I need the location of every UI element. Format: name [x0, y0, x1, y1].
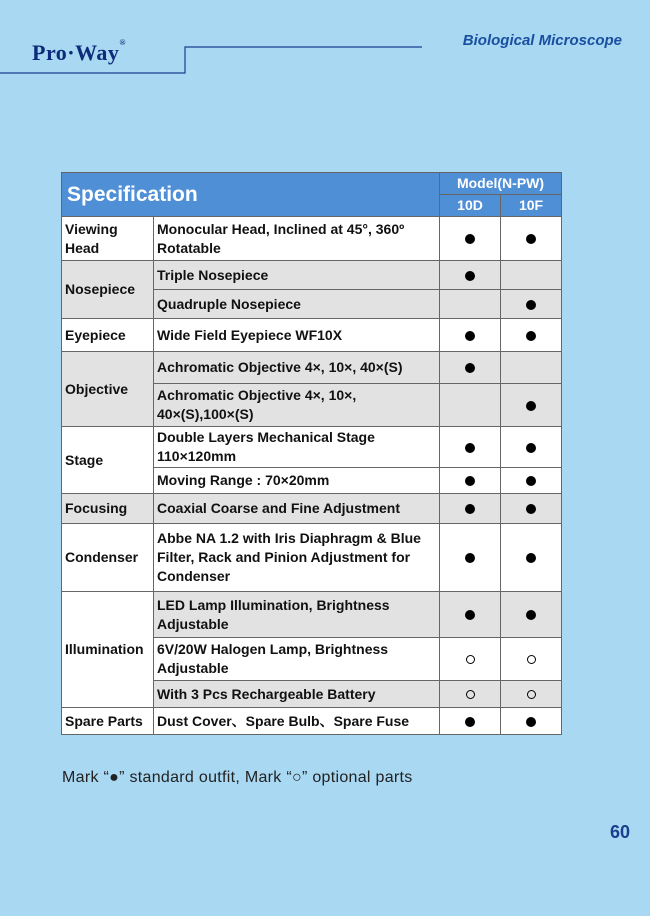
mark-cell: [440, 290, 501, 319]
table-row: [62, 261, 562, 290]
standard-mark-icon: [526, 401, 536, 411]
row-description: Achromatic Objective 4×, 10×, 40×(S),100×(S): [154, 384, 440, 427]
optional-mark-icon: [466, 690, 475, 699]
row-description: Wide Field Eyepiece WF10X: [154, 319, 440, 352]
standard-mark-icon: [526, 300, 536, 310]
standard-mark-icon: [526, 553, 536, 563]
row-group-label: Objective: [62, 352, 154, 427]
page-number: 60: [609, 822, 630, 842]
mark-cell: [440, 352, 501, 384]
standard-mark-icon: [465, 331, 475, 341]
mark-cell: [501, 261, 562, 290]
table-row: [62, 524, 562, 592]
table-row: [62, 352, 562, 384]
optional-mark-icon: [527, 655, 536, 664]
table-row: [62, 708, 562, 735]
mark-cell: [501, 290, 562, 319]
mark-cell: [440, 592, 501, 638]
specification-table: [61, 172, 562, 735]
standard-mark-icon: [526, 476, 536, 486]
standard-mark-icon: [526, 443, 536, 453]
row-description: Dust Cover、Spare Bulb、Spare Fuse: [154, 708, 440, 735]
standard-mark-icon: [465, 553, 475, 563]
optional-mark-icon: [527, 690, 536, 699]
mark-cell: [501, 681, 562, 708]
standard-mark-icon: [465, 363, 475, 373]
row-group-label: Spare Parts: [62, 708, 154, 735]
standard-mark-icon: [526, 717, 536, 727]
row-description: Abbe NA 1.2 with Iris Diaphragm & Blue Filter, Rack and Pinion Adjustment for Condenser: [154, 524, 440, 592]
row-group-label: Illumination: [62, 592, 154, 708]
optional-mark-icon: [466, 655, 475, 664]
mark-cell: [440, 524, 501, 592]
row-group-label: Viewing Head: [62, 217, 154, 261]
mark-cell: [501, 352, 562, 384]
mark-cell: [440, 261, 501, 290]
table-row: [62, 427, 562, 468]
table-row: [62, 217, 562, 261]
mark-cell: [501, 427, 562, 468]
standard-mark-icon: [526, 610, 536, 620]
mark-cell: [440, 384, 501, 427]
model-column-10f: 10F: [501, 195, 562, 217]
table-row: [62, 494, 562, 524]
standard-mark-icon: [526, 504, 536, 514]
standard-mark-icon: [526, 331, 536, 341]
table-title: Specification: [62, 173, 440, 217]
section-title: Biological Microscope: [462, 32, 622, 49]
mark-cell: [501, 592, 562, 638]
brand-logo: [32, 40, 126, 66]
row-description: Triple Nosepiece: [154, 261, 440, 290]
row-group-label: Eyepiece: [62, 319, 154, 352]
standard-mark-icon: [465, 234, 475, 244]
mark-cell: [440, 681, 501, 708]
row-group-label: Nosepiece: [62, 261, 154, 319]
mark-cell: [440, 494, 501, 524]
row-group-label: Stage: [62, 427, 154, 494]
standard-mark-icon: [465, 717, 475, 727]
row-group-label: Focusing: [62, 494, 154, 524]
mark-cell: [501, 319, 562, 352]
mark-cell: [440, 708, 501, 735]
mark-cell: [501, 384, 562, 427]
mark-cell: [501, 638, 562, 681]
row-group-label: Condenser: [62, 524, 154, 592]
standard-mark-icon: [465, 504, 475, 514]
mark-cell: [440, 319, 501, 352]
mark-cell: [501, 468, 562, 494]
row-description: 6V/20W Halogen Lamp, Brightness Adjustable: [154, 638, 440, 681]
model-header: Model(N-PW): [440, 173, 562, 195]
mark-cell: [440, 468, 501, 494]
row-description: Double Layers Mechanical Stage 110×120mm: [154, 427, 440, 468]
row-description: Coaxial Coarse and Fine Adjustment: [154, 494, 440, 524]
logo-text: Pro·Way: [32, 40, 120, 65]
standard-mark-icon: [465, 610, 475, 620]
legend-note: Mark “●” standard outfit, Mark “○” optional parts: [62, 769, 413, 786]
mark-cell: [440, 217, 501, 261]
mark-cell: [501, 217, 562, 261]
standard-mark-icon: [465, 443, 475, 453]
registered-mark: ®: [119, 38, 126, 47]
standard-mark-icon: [465, 271, 475, 281]
mark-cell: [501, 494, 562, 524]
mark-cell: [501, 524, 562, 592]
mark-cell: [440, 638, 501, 681]
table-row: [62, 319, 562, 352]
mark-cell: [501, 708, 562, 735]
row-description: LED Lamp Illumination, Brightness Adjustable: [154, 592, 440, 638]
mark-cell: [440, 427, 501, 468]
table-row: [62, 592, 562, 638]
row-description: Quadruple Nosepiece: [154, 290, 440, 319]
standard-mark-icon: [526, 234, 536, 244]
model-column-10d: 10D: [440, 195, 501, 217]
row-description: Moving Range : 70×20mm: [154, 468, 440, 494]
row-description: Achromatic Objective 4×, 10×, 40×(S): [154, 352, 440, 384]
standard-mark-icon: [465, 476, 475, 486]
row-description: Monocular Head, Inclined at 45°, 360º Rotatable: [154, 217, 440, 261]
row-description: With 3 Pcs Rechargeable Battery: [154, 681, 440, 708]
